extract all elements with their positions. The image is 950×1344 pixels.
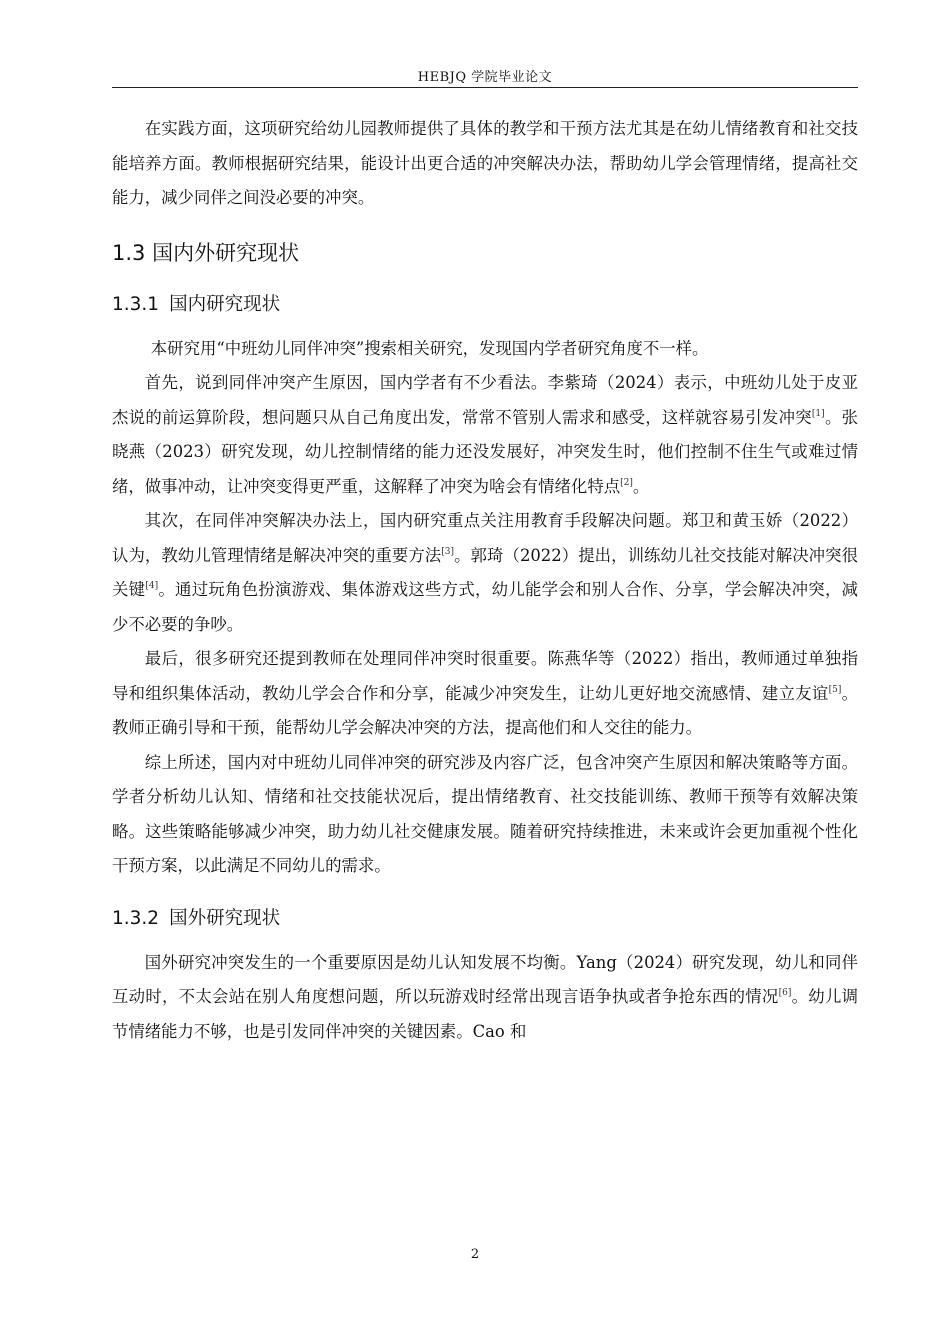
paragraph-foreign: [112, 946, 858, 1050]
paragraph-text: 。教师正确引导和干预，能帮幼儿学会解决冲突的方法，提高他们和人交往的能力。: [112, 683, 859, 737]
citation-ref-4[interactable]: [4]: [145, 581, 159, 591]
paragraph-text: 首先，说到同伴冲突产生原因，国内学者有不少看法。李紫琦（2024）表示，中班幼儿处于皮亚杰说的前运算阶段，想问题只从自己角度出发，常常不管别人需求和感受，这样就容易引发冲突: [112, 373, 858, 427]
subsection-title: 国外研究现状: [169, 907, 281, 929]
header-rule: [112, 87, 858, 88]
paragraph-text: 。幼儿调节情绪能力不够，也是引发同伴冲突的关键因素。Cao 和: [112, 987, 859, 1041]
paragraph-text: 。郭琦（2022）提出，训练幼儿社交技能对解决冲突很关键: [112, 545, 858, 599]
subsection-number: 1.3.1: [112, 293, 160, 315]
citation-ref-5[interactable]: [5]: [828, 684, 842, 695]
citation-ref-6[interactable]: [6]: [778, 988, 792, 998]
citation-ref-2[interactable]: [2]: [620, 477, 633, 488]
paragraph-text: 最后，很多研究还提到教师在处理同伴冲突时很重要。陈燕华等（2022）指出，教师通过单独指导和组织集体活动，教幼儿学会合作和分享，能减少冲突发生，让幼儿更好地交流感情、建立友谊: [112, 649, 858, 703]
page-number: 2: [470, 1247, 480, 1262]
subsection-number: 1.3.2: [112, 907, 160, 929]
paragraph-summary: 综上所述，国内对中班幼儿同伴冲突的研究涉及内容广泛，包含冲突产生原因和解决策略等方面。学者分析幼儿认知、情绪和社交技能状况后，提出情绪教育、社交技能训练、教师干预等有效解决策略。这些策略能够减少冲突，助力幼儿社交健康发展。随着研究持续推进，未来或许会更加重视个性化干预方案，以此满足不同幼儿的需求。: [112, 752, 858, 875]
subsection-title: 国内研究现状: [169, 293, 281, 315]
paragraph-text: 其次，在同伴冲突解决办法上，国内研究重点关注用教育手段解决问题。郑卫和黄玉娇（2022）认为，教幼儿管理情绪是解决冲突的重要方法: [112, 511, 858, 565]
paragraph-first: [112, 366, 858, 504]
section-heading-1-3: 1.3 国内外研究现状: [112, 240, 300, 265]
citation-ref-1[interactable]: [1]: [811, 408, 825, 419]
paragraph-practice: 在实践方面，这项研究给幼儿园教师提供了具体的教学和干预方法尤其是在幼儿情绪教育和社交技能培养方面。教师根据研究结果，能设计出更合适的冲突解决办法，帮助幼儿学会管理情绪，提高社交能力，减少同伴之间没必要的冲突。: [112, 119, 858, 207]
citation-ref-3[interactable]: [3]: [441, 546, 455, 557]
paragraph-text: 。: [632, 476, 650, 496]
paragraph-third: [112, 642, 858, 746]
paragraph-second: [112, 504, 858, 642]
paragraph-text: 。通过玩角色扮演游戏、集体游戏这些方式，幼儿能学会和别人合作、分享，学会解决冲突，减少不必要的争吵。: [112, 580, 859, 634]
subsection-heading-1-3-1: [112, 290, 858, 320]
running-header: HEBJQ 学院毕业论文: [417, 70, 553, 85]
paragraph-text: 国外研究冲突发生的一个重要原因是幼儿认知发展不均衡。Yang（2024）研究发现，幼儿和同伴互动时，不太会站在别人角度想问题，所以玩游戏时经常出现言语争执或者争抢东西的情况: [112, 952, 858, 1006]
subsection-heading-1-3-2: [112, 904, 858, 934]
paragraph-text: 。张晓燕（2023）研究发现，幼儿控制情绪的能力还没发展好，冲突发生时，他们控制不住生气或难过情绪，做事冲动，让冲突变得更严重，这解释了冲突为啥会有情绪化特点: [112, 407, 859, 496]
paragraph-intro: 本研究用“中班幼儿同伴冲突”搜索相关研究，发现国内学者研究角度不一样。: [150, 338, 709, 358]
page-body: [112, 112, 858, 1049]
